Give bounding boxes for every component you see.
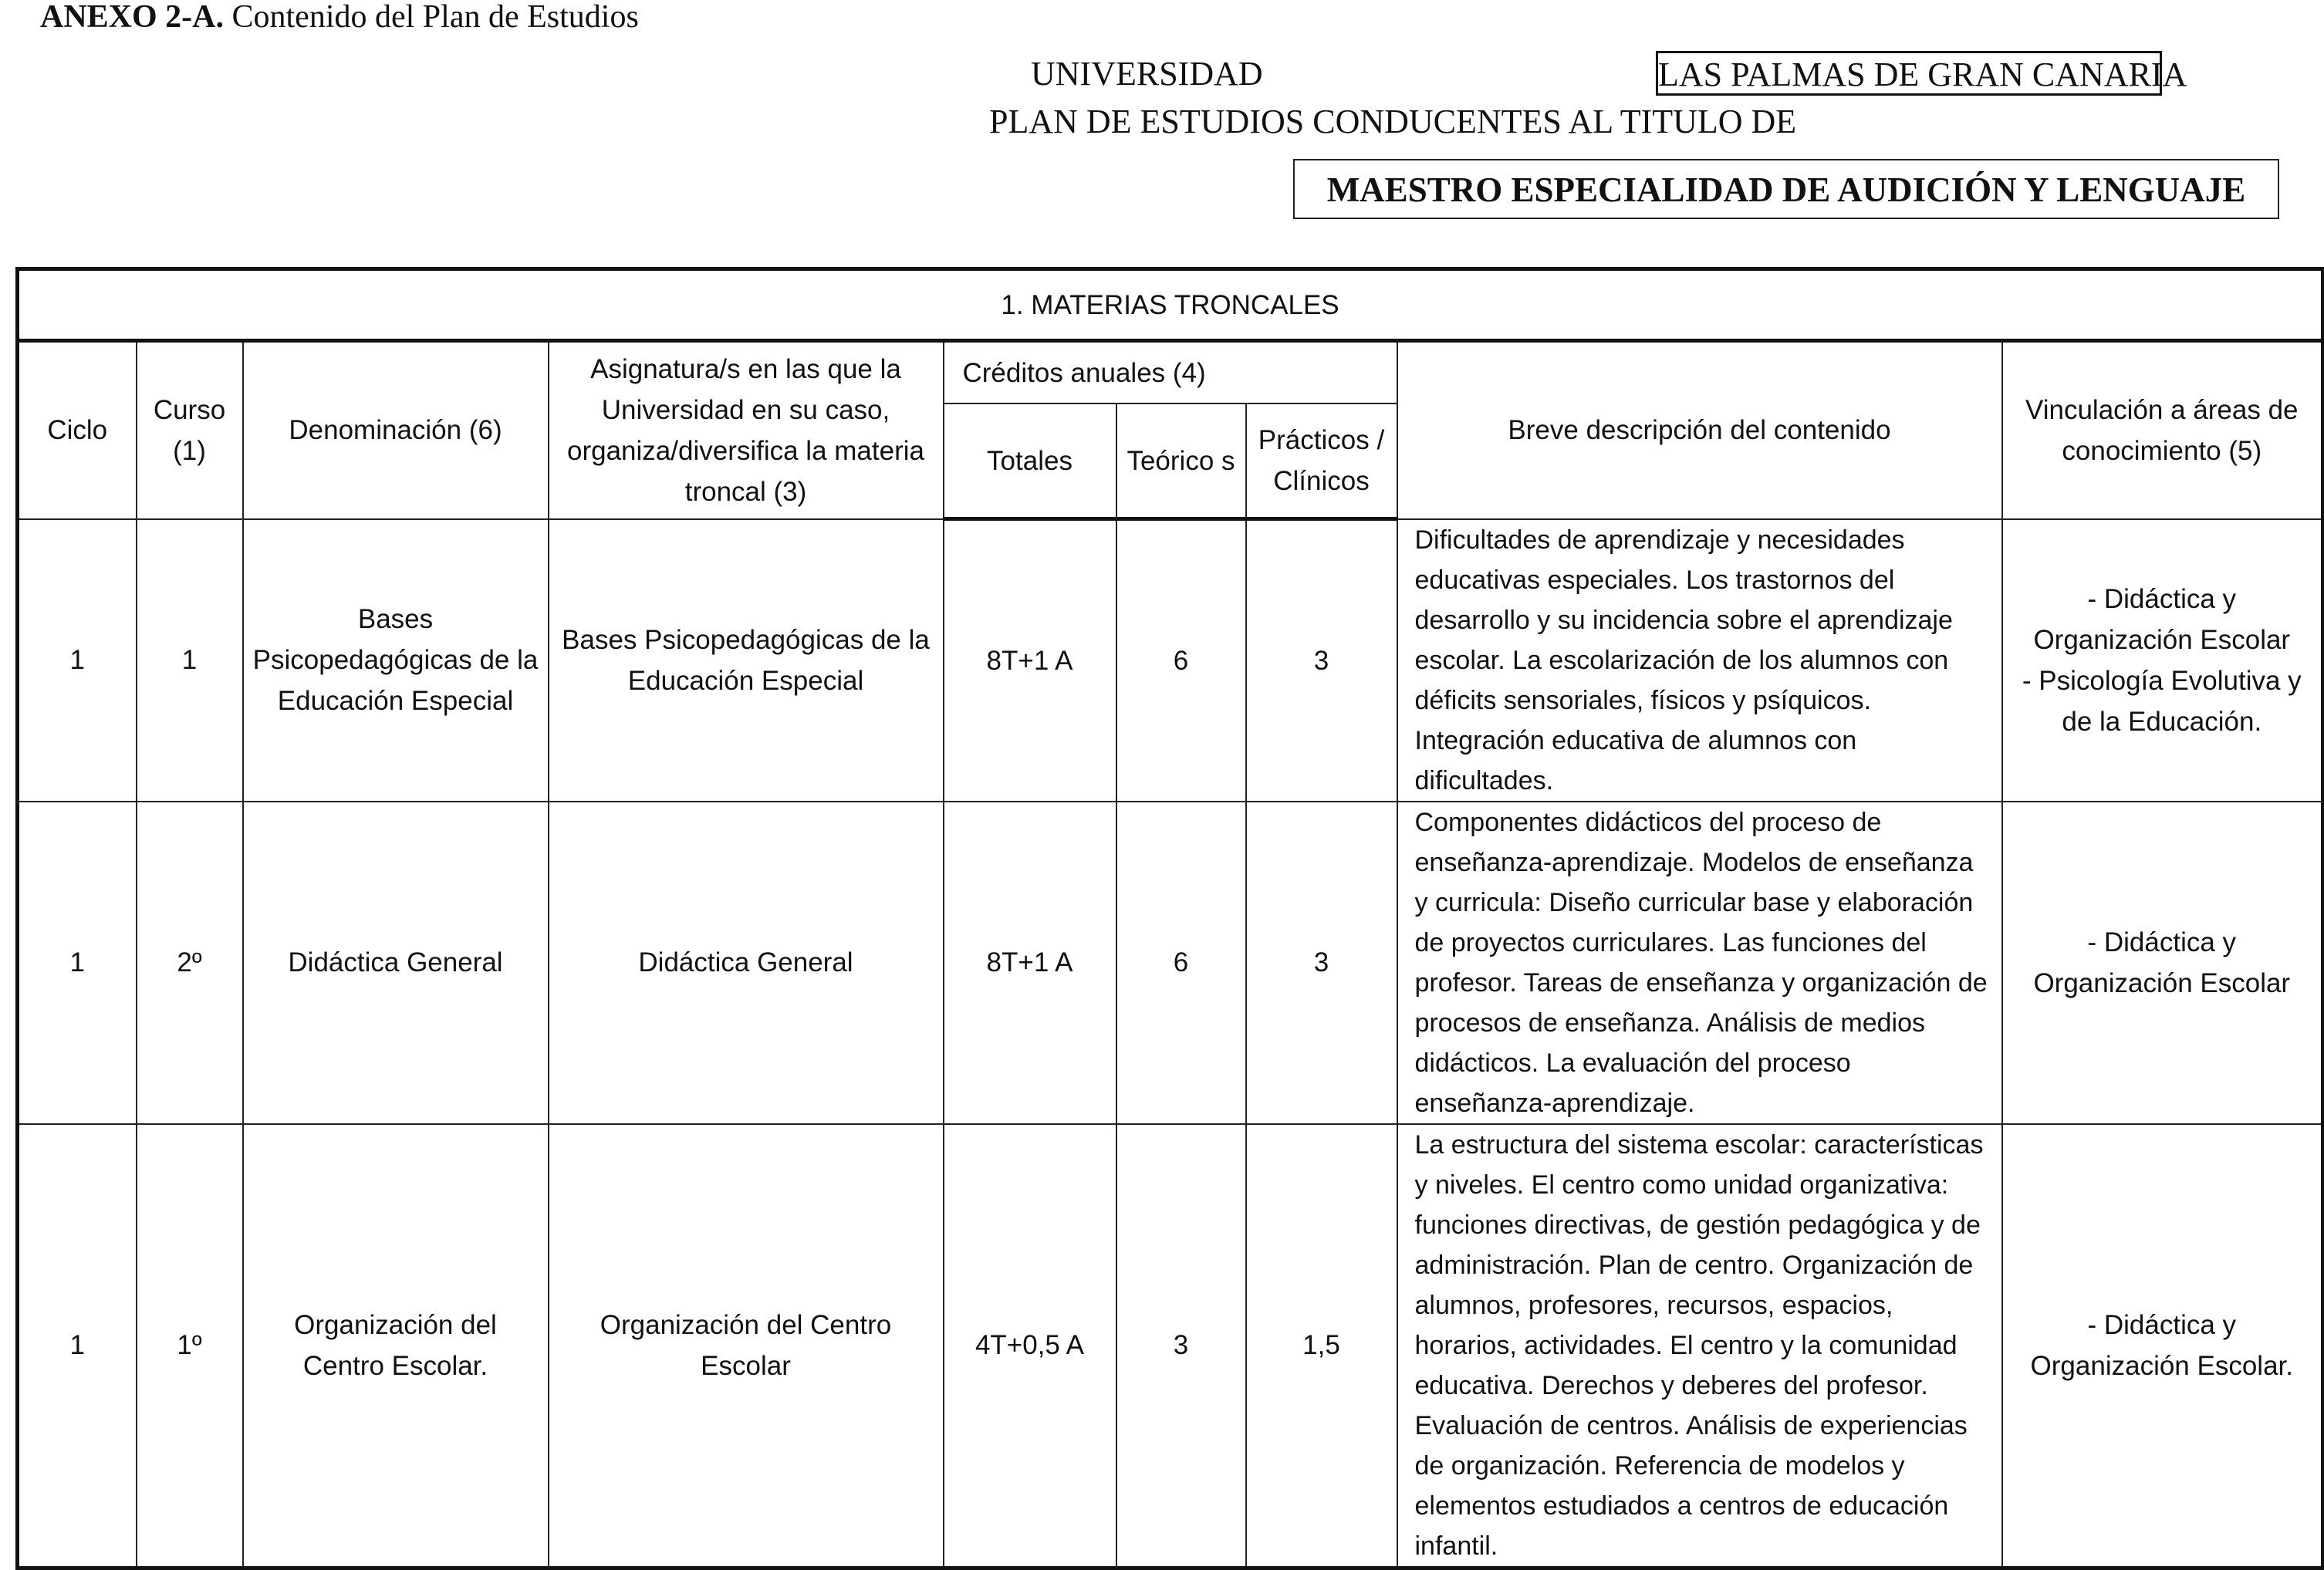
annex-title	[40, 0, 639, 34]
cell-practicos: 3	[1246, 802, 1397, 1124]
cell-descripcion: La estructura del sistema escolar: características y niveles. El centro como unidad organizativa: funciones directivas, de gestión pedagógica y de administración. Plan de centro. Organización de alumnos, profesores, recursos, espacios, horarios, actividades. El centro y la comunidad educativa. Derechos y deberes del profesor. Evaluación de centros. Análisis de experiencias de organización. Referencia de modelos y elementos estudiados a centros de educación infantil.	[1397, 1124, 2002, 1568]
university-name-box: LAS PALMAS DE GRAN CANARIA	[1656, 51, 2162, 96]
area-item: - Didáctica y Organización Escolar.	[2030, 1309, 2293, 1381]
cell-curso: 1	[137, 519, 243, 802]
col-header-totales: Totales	[944, 403, 1116, 519]
cell-teoricos: 6	[1116, 802, 1246, 1124]
degree-title-box: MAESTRO ESPECIALIDAD DE AUDICIÓN Y LENGUAJE	[1293, 159, 2279, 219]
area-item: - Didáctica y Organización Escolar	[2033, 583, 2291, 655]
cell-vinculacion	[2002, 802, 2323, 1124]
annex-subtitle: Contenido del Plan de Estudios	[224, 0, 639, 35]
table-row	[18, 802, 2323, 1124]
col-header-asignaturas: Asignatura/s en las que la Universidad en su caso, organiza/diversifica la materia troncal (3)	[549, 341, 944, 519]
col-header-creditos: Créditos anuales (4)	[944, 341, 1397, 404]
area-item: - Psicología Evolutiva y de la Educación.	[2022, 665, 2302, 737]
curriculum-table	[15, 267, 2324, 1570]
cell-asignaturas: Organización del Centro Escolar	[549, 1124, 944, 1568]
cell-ciclo: 1	[18, 519, 137, 802]
col-header-teoricos: Teórico s	[1116, 403, 1246, 519]
cell-totales: 8T+1 A	[944, 802, 1116, 1124]
cell-denominacion: Organización del Centro Escolar.	[243, 1124, 549, 1568]
cell-denominacion: Didáctica General	[243, 802, 549, 1124]
table-row	[18, 519, 2323, 802]
col-header-ciclo: Ciclo	[18, 341, 137, 519]
cell-practicos: 3	[1246, 519, 1397, 802]
cell-denominacion: Bases Psicopedagógicas de la Educación Especial	[243, 519, 549, 802]
cell-vinculacion	[2002, 1124, 2323, 1568]
col-header-denominacion: Denominación (6)	[243, 341, 549, 519]
col-header-curso: Curso (1)	[137, 341, 243, 519]
university-label: UNIVERSIDAD	[1031, 55, 1263, 93]
cell-asignaturas: Didáctica General	[549, 802, 944, 1124]
cell-descripcion: Dificultades de aprendizaje y necesidades educativas especiales. Los trastornos del desarrollo y su incidencia sobre el aprendizaje escolar. La escolarización de los alumnos con déficits sensoriales, físicos y psíquicos. Integración educativa de alumnos con dificultades.	[1397, 519, 2002, 802]
cell-asignaturas: Bases Psicopedagógicas de la Educación Especial	[549, 519, 944, 802]
col-header-descripcion: Breve descripción del contenido	[1397, 341, 2002, 519]
cell-totales: 8T+1 A	[944, 519, 1116, 802]
annex-number: ANEXO 2-A.	[40, 0, 224, 35]
cell-curso: 1º	[137, 1124, 243, 1568]
section-title: 1. MATERIAS TRONCALES	[18, 269, 2323, 341]
cell-teoricos: 6	[1116, 519, 1246, 802]
cell-curso: 2º	[137, 802, 243, 1124]
col-header-vinculacion: Vinculación a áreas de conocimiento (5)	[2002, 341, 2323, 519]
table-row	[18, 1124, 2323, 1568]
col-header-practicos: Prácticos / Clínicos	[1246, 403, 1397, 519]
cell-ciclo: 1	[18, 802, 137, 1124]
cell-practicos: 1,5	[1246, 1124, 1397, 1568]
area-item: - Didáctica y Organización Escolar	[2033, 927, 2291, 998]
plan-label: PLAN DE ESTUDIOS CONDUCENTES AL TITULO DE	[989, 103, 1797, 140]
cell-descripcion: Componentes didácticos del proceso de enseñanza-aprendizaje. Modelos de enseñanza y curricula: Diseño curricular base y elaboración de proyectos curriculares. Las funciones del profesor. Tareas de enseñanza y organización de procesos de enseñanza. Análisis de medios didácticos. La evaluación del proceso enseñanza-aprendizaje.	[1397, 802, 2002, 1124]
cell-totales: 4T+0,5 A	[944, 1124, 1116, 1568]
cell-ciclo: 1	[18, 1124, 137, 1568]
cell-vinculacion	[2002, 519, 2323, 802]
cell-teoricos: 3	[1116, 1124, 1246, 1568]
